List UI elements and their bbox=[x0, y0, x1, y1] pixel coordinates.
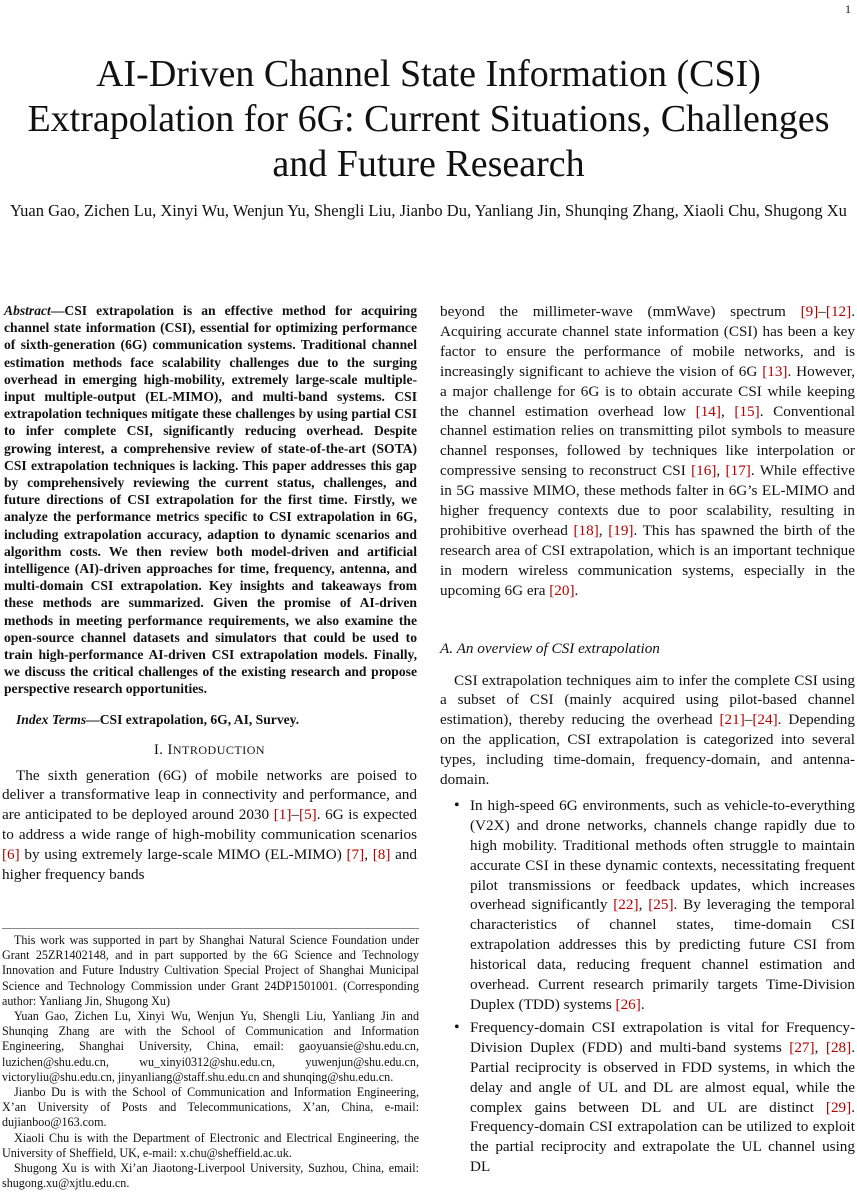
extrapolation-type-list bbox=[440, 796, 855, 1177]
overview-paragraph: CSI extrapolation techniques aim to infer the complete CSI using a subset of CSI (mainly acquired using pilot-based channel estimation), thereby reducing the overhead [21]–[24]. Depending on the application, CSI extrapolation is categorized into several types, including time-domain, frequency-domain, and antenna-domain. bbox=[440, 671, 855, 789]
index-terms-label: Index Terms bbox=[16, 711, 87, 727]
footnote-affiliation-sheffield: Xiaoli Chu is with the Department of Electronic and Electrical Engineering, the University of Sheffield, UK, e-mail: x.chu@sheffield.ac.uk. bbox=[2, 1130, 419, 1160]
page-number: 1 bbox=[845, 2, 851, 16]
citation-link[interactable]: [8] bbox=[372, 846, 391, 864]
section-numeral: I. bbox=[153, 741, 168, 758]
abstract bbox=[2, 302, 417, 698]
citation-link[interactable]: [19] bbox=[608, 521, 634, 539]
intro-paragraph: The sixth generation (6G) of mobile networks are poised to deliver a transformative leap in connectivity and performance, and are anticipated to be deployed around 2030 [1]–[5]. 6G is expected to address a wide range of high-mobility communication scenarios [6] by using extremely large-scale MIMO (EL-MIMO) [7], [8] and higher frequency bands bbox=[2, 766, 418, 884]
citation-link[interactable]: [26] bbox=[615, 996, 641, 1013]
citation-link[interactable]: [20] bbox=[549, 581, 575, 599]
citation-link[interactable]: [9] bbox=[800, 303, 819, 320]
citation-link[interactable]: [18] bbox=[573, 521, 599, 539]
footnote-affiliation-xupt: Jianbo Du is with the School of Communication and Information Engineering, X’an University of Posts and Telecommunications, X’an, China, e-mail: dujianboo@163.com. bbox=[2, 1085, 419, 1130]
footnote-affiliation-shu: Yuan Gao, Zichen Lu, Xinyi Wu, Wenjun Yu, Shengli Liu, Yanliang Jin and Shunqing Zhang are with the School of Communication and Information Engineering, Shanghai University, China, email: gaoyuansie@shu.edu.cn, luzichen@shu.edu.cn, wu_xinyi0312@shu.edu.cn, yuwenjun@shu.edu.cn, victoryliu@shu.edu.cn, jinyanliang@staff.shu.edu.cn and shunqing@shu.edu.cn. bbox=[2, 1009, 419, 1084]
citation-link[interactable]: [7] bbox=[346, 846, 365, 864]
author-list: Yuan Gao, Zichen Lu, Xinyi Wu, Wenjun Yu, Shengli Liu, Jianbo Du, Yanliang Jin, Shunqing Zhang, Xiaoli Chu, Shugong Xu bbox=[10, 201, 847, 220]
citation-link[interactable]: [16] bbox=[691, 462, 717, 480]
citation-link[interactable]: [27] bbox=[789, 1038, 815, 1056]
list-item: • In high-speed 6G environments, such as vehicle-to-everything (V2X) and drone networks, channels change rapidly due to high mobility. Traditional methods often struggle to maintain accurate CSI in these dynamic contexts, necessitating frequent pilot transmissions or feedback updates, which increases overhead significantly [22], [25]. By leveraging the temporal characteristics of channel states, time-domain CSI extrapolation addresses this by predicting future CSI from historical data, reducing frequent channel estimation and overhead. Current research primarily targets Time-Division Duplex (TDD) systems [26]. bbox=[470, 796, 855, 1015]
left-column bbox=[2, 302, 417, 885]
list-item: • Frequency-domain CSI extrapolation is vital for Frequency-Division Duplex (FDD) and multi-band systems [27], [28]. Partial reciprocity is observed in FDD systems, in which the delay and angle of UL and DL are almost equal, while the complex gains between DL and UL are distinct [29]. Frequency-domain CSI extrapolation can be utilized to exploit the partial reciprocity and extrapolate the UL channel using DL bbox=[470, 1018, 855, 1177]
citation-link[interactable]: [14] bbox=[695, 402, 721, 420]
citation-link[interactable]: [13] bbox=[762, 362, 788, 380]
citation-link[interactable]: [24] bbox=[752, 711, 778, 729]
citation-link[interactable]: [1] bbox=[273, 806, 292, 824]
section-title-rest: NTRODUCTION bbox=[172, 742, 266, 757]
section-first-letter: I bbox=[167, 741, 173, 758]
footnote-funding: This work was supported in part by Shanghai Natural Science Foundation under Grant 25ZR1402148, and in part supported by the 6G Science and Technology Innovation and Future Industry Cultivation Special Project of Shanghai Municipal Science and Technology Commission under Grant 24DP1501001. (Corresponding author: Yanliang Jin, Shugong Xu) bbox=[2, 933, 419, 1008]
citation-link[interactable]: [22] bbox=[613, 896, 639, 914]
abstract-label: Abstract bbox=[4, 303, 51, 318]
citation-link[interactable]: [29] bbox=[825, 1098, 852, 1116]
abstract-text: —CSI extrapolation is an effective method for acquiring channel state information (CSI), essential for optimizing performance of sixth-generation (6G) communication systems. Traditional channel estimation methods face scalability challenges due to the surging overhead in emerging high-mobility, extremely large-scale multiple-input multiple-output (EL-MIMO), and multi-band systems. CSI extrapolation techniques mitigate these challenges by using partial CSI to infer complete CSI, significantly reducing overhead. Despite growing interest, a comprehensive review of state-of-the-art (SOTA) CSI extrapolation techniques is lacking. This paper addresses this gap by comprehensively reviewing the current status, challenges, and future directions of CSI extrapolation for the first time. Firstly, we analyze the performance metrics specific to CSI extrapolation in 6G, including extrapolation accuracy, adaption to dynamic scenarios and algorithm costs. We then review both model-driven and artificial intelligence (AI)-driven approaches for time, frequency, antenna, and multi-domain CSI extrapolation. Key insights and takeaways from these methods are summarized. Given the promise of AI-driven methods in meeting performance requirements, we also examine the open-source channel datasets and simulators that could be used to train high-performance AI-driven CSI extrapolation models. Finally, we discuss the critical challenges of the existing research and propose perspective research opportunities. bbox=[4, 303, 417, 697]
intro-continued-paragraph: beyond the millimeter-wave (mmWave) spectrum [9]–[12]. Acquiring accurate channel state information (CSI) has been a key factor to ensure the performance of mobile networks, and is increasingly significant to achieve the vision of 6G [13]. However, a major challenge for 6G is to obtain accurate CSI while keeping the channel estimation overhead low [14], [15]. Conventional channel estimation relies on transmitting pilot symbols to measure channel responses, followed by techniques like interpolation or compressive sensing to reconstruct CSI [16], [17]. While effective in 5G massive MIMO, these methods falter in 6G’s EL-MIMO and higher frequency contexts due to poor scalability, resulting in prohibitive overhead [18], [19]. This has spawned the birth of the research area of CSI extrapolation, which is an important technique in modern wireless communication systems, especially in the upcoming 6G era [20]. bbox=[440, 303, 856, 599]
citation-link[interactable]: [12] bbox=[825, 303, 852, 320]
index-terms-text: —CSI extrapolation, 6G, AI, Survey. bbox=[86, 711, 300, 727]
citation-link[interactable]: [6] bbox=[2, 846, 20, 864]
section-heading-introduction bbox=[2, 741, 417, 761]
subsection-heading: A. An overview of CSI extrapolation bbox=[440, 639, 660, 657]
citation-link[interactable]: [28] bbox=[825, 1038, 852, 1056]
citation-link[interactable]: [15] bbox=[734, 402, 760, 420]
citation-link[interactable]: [5] bbox=[299, 806, 317, 824]
citation-link[interactable]: [25] bbox=[648, 896, 674, 914]
paper-title: AI-Driven Channel State Information (CSI) Extrapolation for 6G: Current Situations, Challenges and Future Research bbox=[27, 53, 830, 185]
right-column bbox=[440, 302, 855, 1180]
footnotes bbox=[2, 928, 419, 1191]
citation-link[interactable]: [21] bbox=[719, 711, 745, 729]
index-terms bbox=[2, 711, 417, 728]
citation-link[interactable]: [17] bbox=[725, 462, 751, 480]
footnote-affiliation-xjtlu: Shugong Xu is with Xi’an Jiaotong-Liverpool University, Suzhou, China, email: shugong.xu@xjtlu.edu.cn. bbox=[2, 1161, 419, 1191]
